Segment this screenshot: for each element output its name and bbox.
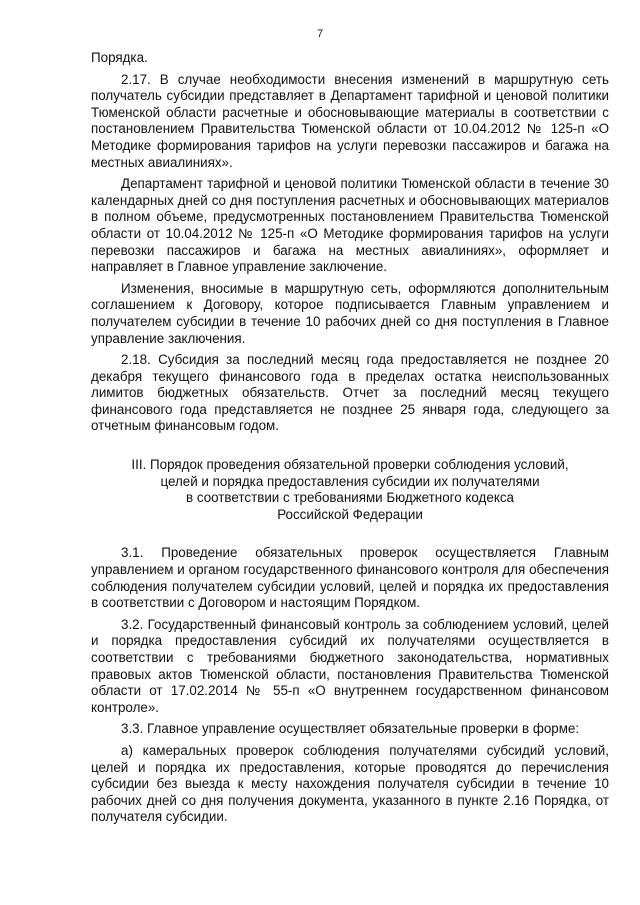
- section-heading-line-3: в соответствии с требованиями Бюджетного кодекса: [186, 490, 514, 506]
- section-heading: [91, 457, 609, 523]
- paragraph-2-17: 2.17. В случае необходимости внесения изменений в маршрутную сеть получатель субсидии представляет в Департамент тарифной и ценовой политики Тюменской области расчетные и обосновывающие материалы в соответствии с постановлением Правительства Тюменской области от 10.04.2012 № 125-п «О Методике формирования тарифов на услуги перевозки пассажиров и багажа на местных авиалиниях».: [91, 71, 609, 170]
- document-body: [91, 50, 609, 826]
- page-number: 7: [316, 28, 324, 40]
- section-heading-line-4: Российской Федерации: [277, 506, 423, 522]
- paragraph-3-1: 3.1. Проведение обязательных проверок осуществляется Главным управлением и органом государственного финансового контроля для обеспечения соблюдения получателем субсидии условий, целей и порядка их предоставления в соответствии с Договором и настоящим Порядком.: [91, 545, 609, 611]
- paragraph-3-2: 3.2. Государственный финансовый контроль за соблюдением условий, целей и порядка предоставления субсидий их получателями осуществляется в соответствии с требованиями бюджетного законодательства, нормативных правовых актов Тюменской области, постановления Правительства Тюменской области от 17.02.2014 № 55-п «О внутреннем государственном финансовом контроле».: [91, 616, 609, 715]
- section-heading-line-2: целей и порядка предоставления субсидии их получателями: [160, 473, 540, 489]
- paragraph-department: Департамент тарифной и ценовой политики Тюменской области в течение 30 календарных дней со дня поступления расчетных и обосновывающих материалов в полном объеме, предусмотренных постановлением Правительства Тюменской области от 10.04.2012 № 125-п «О Методике формирования тарифов на услуги перевозки пассажиров и багажа на местных авиалиниях», оформляет и направляет в Главное управление заключение.: [91, 176, 609, 275]
- paragraph-3-3: 3.3. Главное управление осуществляет обязательные проверки в форме:: [121, 721, 580, 737]
- paragraph-3-3-a: а) камеральных проверок соблюдения получателями субсидий условий, целей и порядка их предоставления, которые проводятся до перечисления субсидии без выезда к месту нахождения получателя субсидии в течение 10 рабочих дней со дня получения документа, указанного в пункте 2.16 Порядка, от получателя субсидии.: [91, 742, 609, 825]
- paragraph-changes: Изменения, вносимые в маршрутную сеть, оформляются дополнительным соглашением к Договору, которое подписывается Главным управлением и получателем субсидии в течение 10 рабочих дней со дня поступления в Главное управление заключения.: [91, 280, 609, 346]
- paragraph-2-18: 2.18. Субсидия за последний месяц года предоставляется не позднее 20 декабря текущего финансового года в пределах остатка неиспользованных лимитов бюджетных обязательств. Отчет за последний месяц текущего финансового года представляется не позднее 25 января года, следующего за отчетным финансовым годом.: [91, 352, 609, 434]
- section-heading-line-1: III. Порядок проведения обязательной проверки соблюдения условий,: [131, 457, 569, 473]
- paragraph-continuation: Порядка.: [91, 50, 148, 65]
